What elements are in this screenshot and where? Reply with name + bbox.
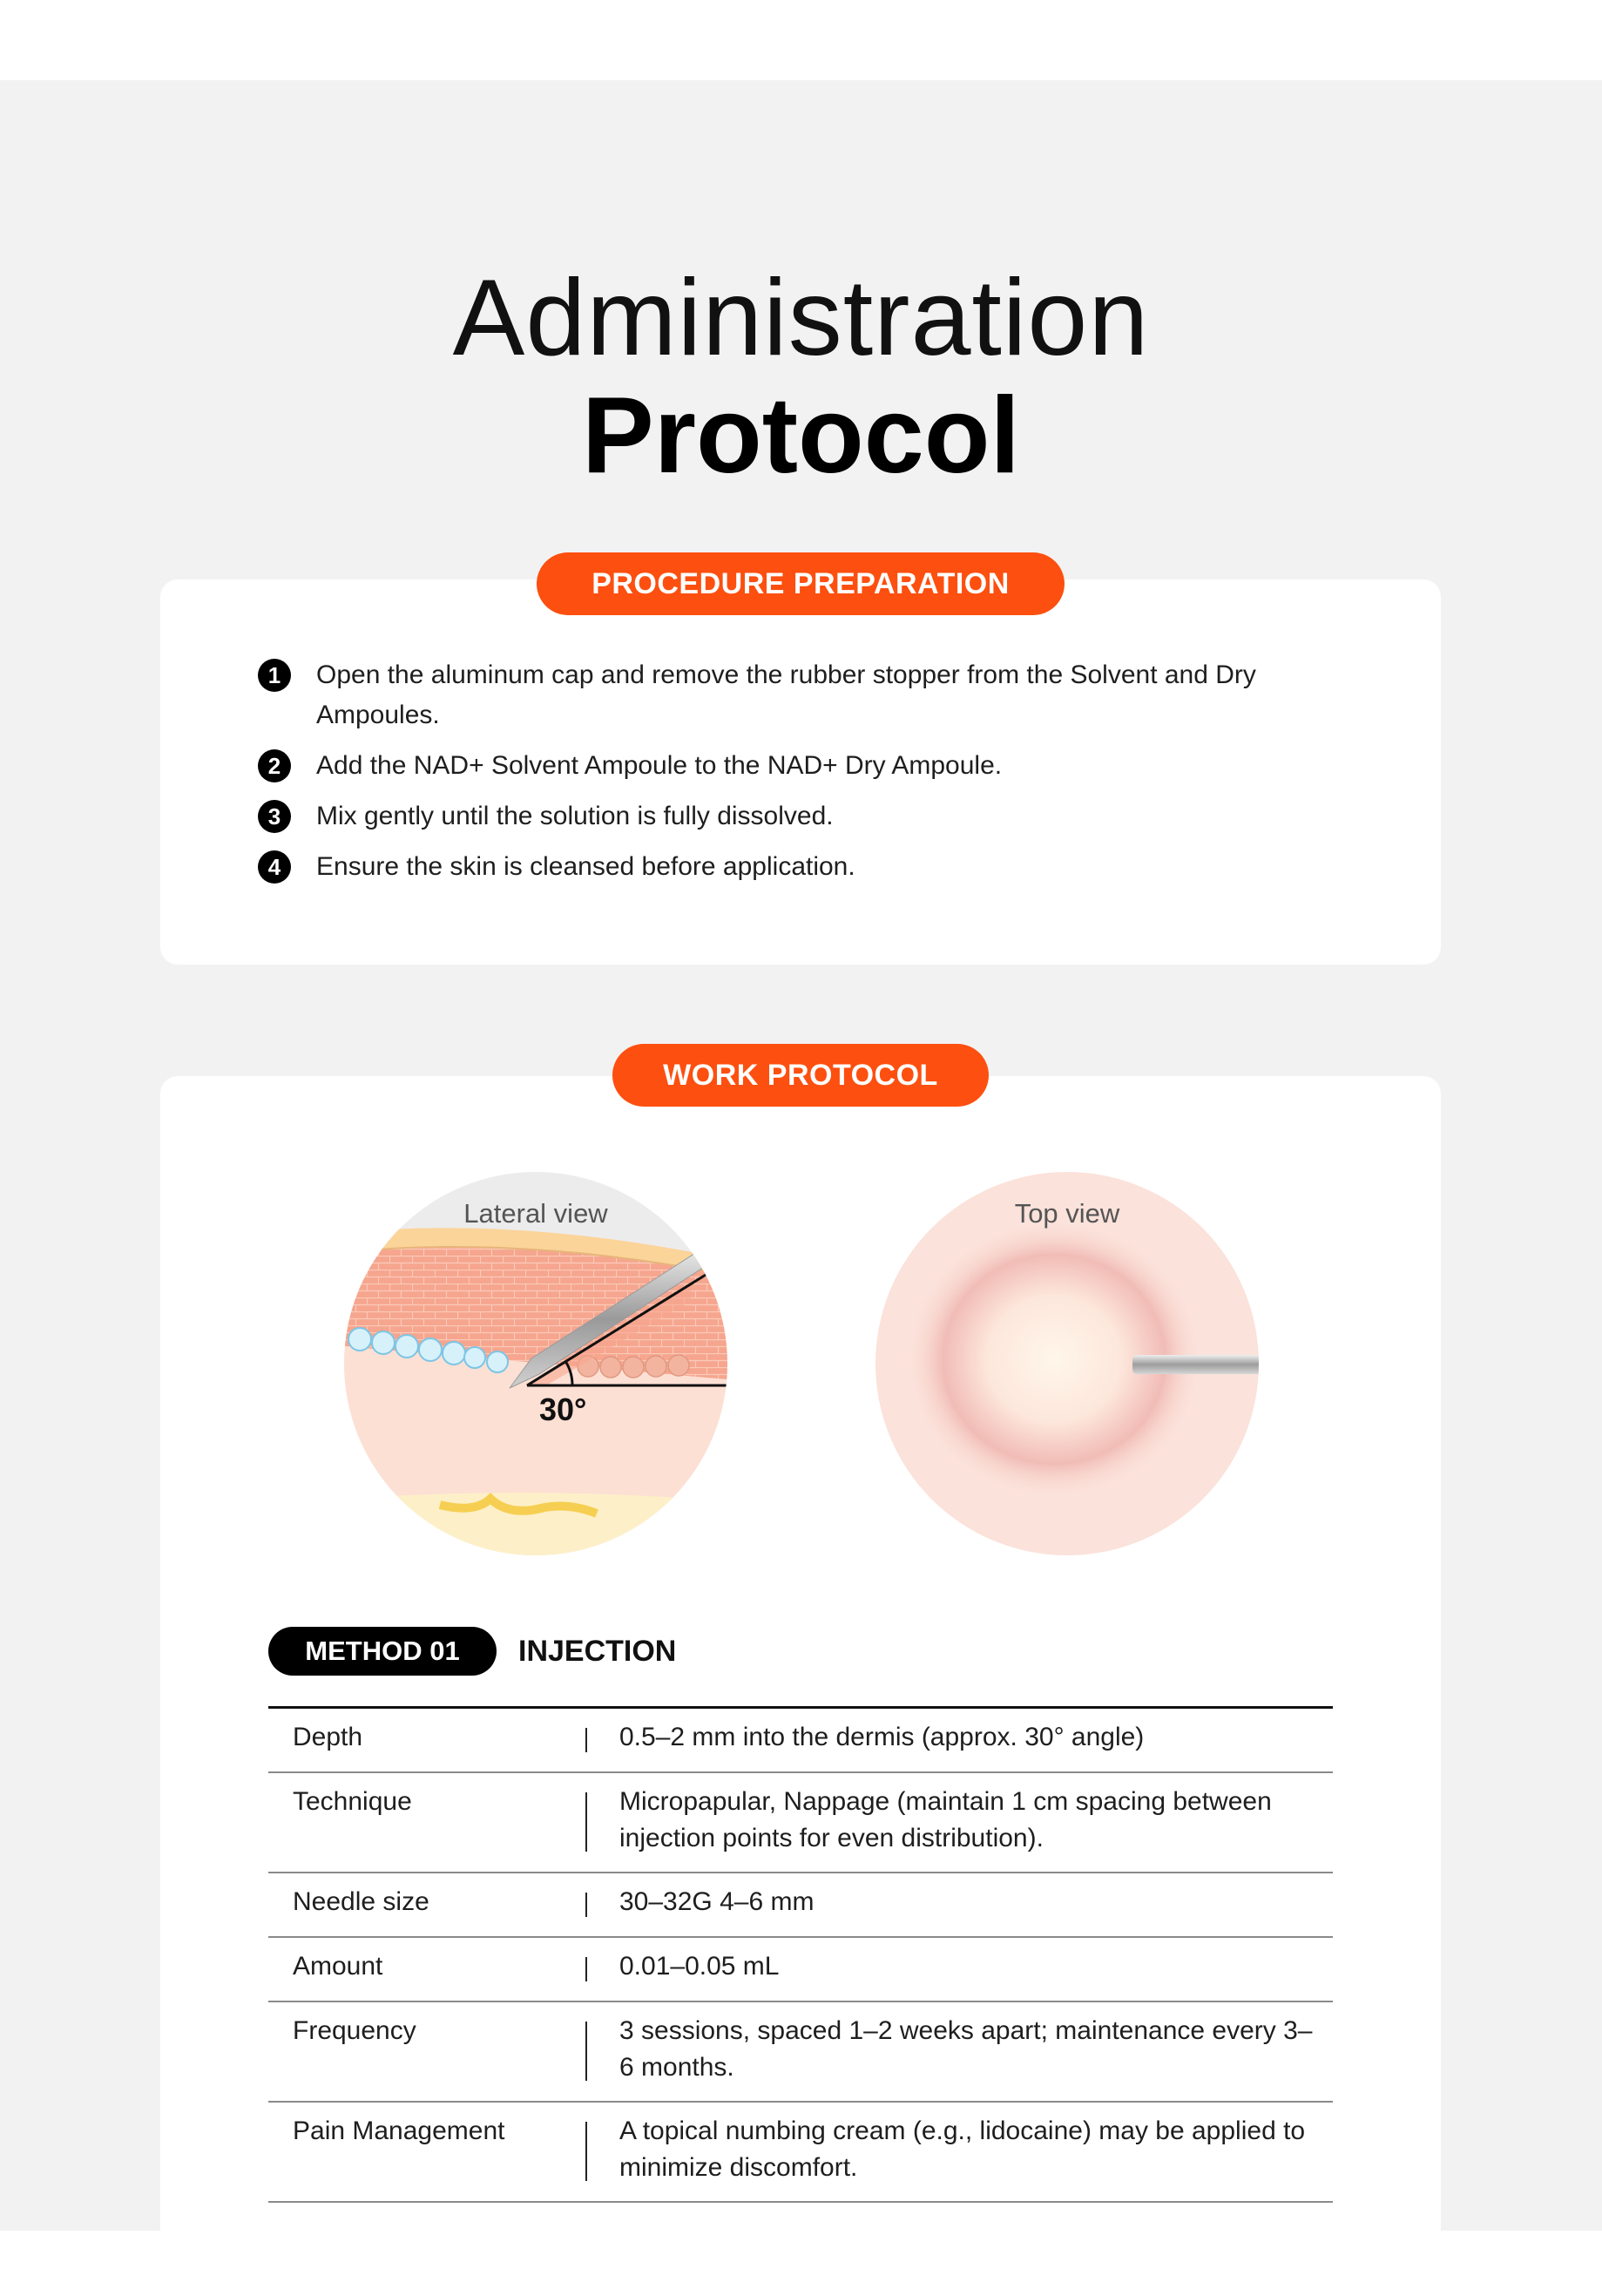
preparation-step bbox=[258, 655, 1355, 735]
column-divider bbox=[585, 1792, 587, 1852]
method-spec-table bbox=[268, 1706, 1333, 2203]
method-badge: METHOD 01 bbox=[268, 1627, 497, 1676]
page-title-line1: Administration bbox=[452, 258, 1150, 378]
skin-cross-section-icon bbox=[344, 1172, 727, 1555]
table-row bbox=[268, 2103, 1333, 2203]
row-value: 30–32G 4–6 mm bbox=[619, 1887, 815, 1916]
top-view-label: Top view bbox=[1014, 1198, 1120, 1229]
row-label: Needle size bbox=[293, 1887, 429, 1916]
lateral-view-label: Lateral view bbox=[463, 1198, 608, 1229]
row-label: Amount bbox=[293, 1952, 383, 1981]
column-divider bbox=[585, 2122, 587, 2181]
lateral-view-illustration bbox=[344, 1172, 727, 1555]
preparation-step bbox=[258, 847, 1355, 887]
procedure-preparation-badge: PROCEDURE PREPARATION bbox=[537, 552, 1065, 615]
step-text: Mix gently until the solution is fully dissolved. bbox=[316, 802, 834, 830]
page-title-line2: Protocol bbox=[582, 376, 1020, 496]
row-label: Frequency bbox=[293, 2016, 416, 2045]
work-protocol-badge: WORK PROTOCOL bbox=[612, 1044, 989, 1107]
row-value: 3 sessions, spaced 1–2 weeks apart; maintenance every 3–6 months. bbox=[619, 2016, 1313, 2082]
step-number-badge: 4 bbox=[258, 850, 291, 884]
table-row bbox=[268, 2002, 1333, 2103]
preparation-step bbox=[258, 746, 1355, 786]
column-divider bbox=[585, 1893, 587, 1917]
preparation-steps-list bbox=[258, 655, 1355, 897]
angle-label: 30° bbox=[539, 1392, 587, 1427]
step-number-badge: 1 bbox=[258, 659, 291, 692]
column-divider bbox=[585, 1728, 587, 1752]
step-text: Add the NAD+ Solvent Ampoule to the NAD+ Dry Ampoule. bbox=[316, 751, 1003, 780]
preparation-step bbox=[258, 796, 1355, 836]
row-value: 0.5–2 mm into the dermis (approx. 30° angle) bbox=[619, 1723, 1145, 1751]
row-label: Pain Management bbox=[293, 2117, 505, 2145]
step-text: Ensure the skin is cleansed before application. bbox=[316, 852, 855, 881]
step-text: Open the aluminum cap and remove the rubber stopper from the Solvent and Dry Ampoules. bbox=[316, 660, 1256, 729]
row-value: A topical numbing cream (e.g., lidocaine) may be applied to minimize discomfort. bbox=[619, 2117, 1306, 2182]
column-divider bbox=[585, 1957, 587, 1981]
row-label: Depth bbox=[293, 1723, 363, 1751]
table-row bbox=[268, 1709, 1333, 1773]
row-value: Micropapular, Nappage (maintain 1 cm spacing between injection points for even distribution). bbox=[619, 1787, 1272, 1852]
table-row bbox=[268, 1873, 1333, 1938]
table-row bbox=[268, 1773, 1333, 1873]
row-label: Technique bbox=[293, 1787, 412, 1816]
row-value: 0.01–0.05 mL bbox=[619, 1952, 780, 1981]
top-view-illustration bbox=[875, 1172, 1259, 1555]
table-row bbox=[268, 1938, 1333, 2002]
injection-bleb-icon bbox=[875, 1172, 1259, 1555]
step-number-badge: 2 bbox=[258, 749, 291, 782]
step-number-badge: 3 bbox=[258, 800, 291, 833]
column-divider bbox=[585, 2022, 587, 2081]
method-name: INJECTION bbox=[518, 1635, 677, 1668]
